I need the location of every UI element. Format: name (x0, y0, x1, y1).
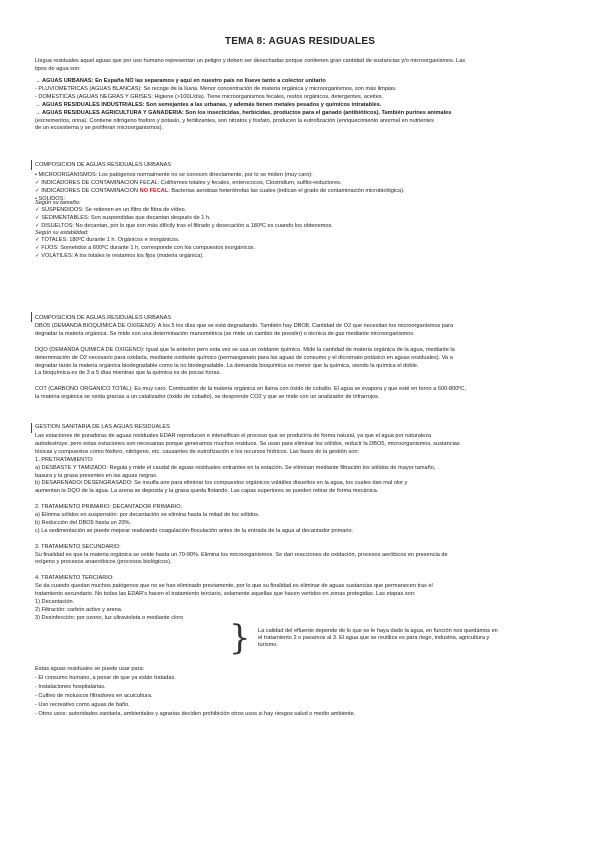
uses-item: - Uso recreativo como aguas de baño. (35, 702, 130, 708)
estabilidad-line: ✓ TOTALES: 180ºC durante 1 h. Orgánicos e inorgánicos. (35, 237, 180, 243)
indicator-label: ✓ INDICADORES DE CONTAMINACIÓN (35, 187, 140, 194)
micro-line: ✓ INDICADORES DE CONTAMINACIÓN FECAL: Coliformes totales y fecales, enterococos, Clostridium, sulfito-reductores. (35, 179, 342, 186)
types-line: → AGUAS URBANAS: En España NO las separamos y aquí en nuestro país no llueve tanto a colector unitario (35, 78, 326, 84)
composition-title-line: COMPOSICIÓN DE AGUAS RESIDUALES URBANAS (35, 162, 172, 168)
uses-item: - Otros usos: autoridades sanitaria, ambientales y agrarias deciden prohibición otros usos si hay riesgos salud o medio ambiente. (35, 711, 356, 717)
types-line: - DOMÉSTICAS (AGUAS NEGRAS Y GRISES: Higiene (>100L/día). Tiene microorganismos fecales, restos orgánicos, detergentes, aceites. (35, 93, 384, 100)
comp2-line: DQO (DEMANDA QUÍMICA DE OXÍGENO): Igual que la anterior pero esta vez se usa un oxidante químico. Mide la cantidad de materia orgánica de la agua, mediante la (35, 346, 455, 353)
side-note-line: La calidad del efluente depende de lo que se le haya dado la agua, en función nos quedamos en (258, 628, 498, 634)
uses-item: - El consumo humano, a pesar de que ya están tratadas. (35, 675, 176, 681)
comp2-line: determinación de O2 necesario para oxidarla, mediante oxidante químico (permanganato para las aguas de consumo y el dicromato potásico en aguas residuales). Va a (35, 354, 453, 361)
section-marker-bar (31, 423, 32, 433)
comp2-line: degradar tanto la materia orgánica biodegradable como la no biodegradable. La demanda bioquímica es menor que la química, siendo la química el doble. (35, 362, 419, 369)
micro-line: • MICROORGANISMOS: Los patógenos normalmente no se conocen directamente, por lo se miden (muy caro): (35, 172, 313, 178)
tamano-line: ✓ DISUELTOS: No decantan, por lo que son más difícily tras el filtrado y desecación a 180ºC es cuando los obtenemos. (35, 222, 333, 229)
types-line: (excrementos, orina). Contiene nitrógeno fosforo y potasio, y fertilizantes, son nitratos y fosfato, producen la eutrofización (enriquecimiento anormal en nutrientes (35, 117, 434, 124)
tamano-line: ✓ SUSPENDIDOS: Se retienen en un filtro de fibra de vídeo. (35, 207, 187, 213)
intro-line: tipos de agua son: (35, 65, 81, 72)
gestion-line: 4. TRATAMIENTO TERCIARIO: (35, 575, 114, 582)
tamano-line: ✓ SEDIMENTABLES: Son suspendidas que decantan después de 1 h. (35, 214, 211, 221)
uses-item: - Cultivo de moluscos filtradores en acuicultura. (35, 693, 153, 699)
gestion-line: 1. PRETRATAMIENTO: (35, 456, 94, 463)
no-fecal-highlight: NO FECAL (139, 187, 169, 194)
micro-line (35, 188, 567, 195)
gestion-line: 3. TRATAMIENTO SECUNDARIO: (35, 543, 121, 550)
estabilidad-line: ✓ VOLÁTILES: A los totales le restamos los fijos (materia orgánica). (35, 252, 204, 259)
comp2-line: degradar la materia orgánica. Se mide con una determinación manométrica (se mide un cambio de presión) o técnica de gas mediante microorganismos. (35, 330, 415, 337)
side-note-line: turismo. (258, 642, 278, 648)
estabilidad-label-line: Según su estabilidad: (35, 230, 89, 236)
comp2-line: La bioquímica es de 3 a 5 días mientras que la química es de pocas horas. (35, 370, 221, 377)
uses-item: - Instalaciones hospitalarias. (35, 684, 106, 690)
gestion-line: 2. TRATAMIENTO PRIMARIO: DECANTADOR PRIMARIO. (35, 504, 183, 511)
gestion-line: Se da cuando quedan muchos patógenos que no se han eliminado previamente, por lo que su finalidad es eliminar de aguas sustancias que permanecen tras el (35, 583, 433, 590)
comp2-line: DBO5 (DEMANDA BIOQUÍMICA DE OXÍGENO): A los 5 los días que se está degradando. También hay DBO8. Cantidad de O2 que necesitan los microorganismos para (35, 323, 454, 329)
gestion-line: aumentan la DQO de la agua. La arena se deposita y la grasa queda flotando. Las capas superiores se pueden retirar de forma mecánica. (35, 488, 379, 495)
gestion-line: basura y la grasa presentes en las aguas negras. (35, 472, 158, 479)
gestion-line: 1) Decantación. (35, 598, 75, 605)
estabilidad-line: ✓ FIJOS: Sometidos a 600ºC durante 1 h, corresponde con los compuestos inorgánicos. (35, 244, 256, 251)
gestion-line: Su finalidad es que la materia orgánica se oxide hasta un 70-90%. Elimina los microorganismos. Se dan reacciones de oxidación, procesos aeróbicos en presencia de (35, 551, 448, 558)
gestion-line: autodestruye, pero estas estaciones son necesarias porque generamos muchos residuos. Se usan para eliminar los sólidos, reducir la DBO5, microorganismos, sustancias (35, 440, 460, 447)
no-fecal-text: : Bacterias aerobias heterótrofas las cuales (indican el grado de contaminación microbiológica). (168, 187, 405, 194)
section-marker-bar (31, 160, 32, 170)
uses-title: Estas aguas residuales se puede usar para: (35, 666, 145, 672)
gestion-line: a) Elimina sólidos en suspensión: por decantación se elimina hasta la mitad de los sólidos. (35, 512, 260, 518)
gestion-line: oxígeno y procesos anaeróbicos (procesos biológicos). (35, 559, 172, 566)
gestion-line: a) DESBASTE Y TAMIZADO: Regula y mide el caudal de aguas residuales entrantes en la estación. Se eliminan mediante filtración los sólidos de mayor tamaño, (35, 464, 436, 471)
brace-symbol: } (229, 618, 251, 658)
gestion-line: b) Reducción del DBO5 hasta un 20%. (35, 519, 132, 526)
gestion-line: 2) Filtración: carbón activo y arena. (35, 606, 123, 613)
gestion-title-line: GESTIÓN SANITARIA DE LAS AGUAS RESIDUALES (35, 424, 170, 430)
comp2-title-line: COMPOSICIÓN DE AGUAS RESIDUALES URBANAS (35, 315, 172, 321)
side-note (258, 628, 558, 649)
intro-line: Llegua residuales aquel aguas que por uso humano representan un peligro y deben ser desechadas porque contienen gran cantidad de sustancias y/o microorganismos. Las (35, 58, 466, 64)
tamano-label-line: Según su tamaño: (35, 200, 81, 206)
comp2-line: la materia orgánica se oxida gracias a un catalizador (óxido de cobalto), se desprende CO2 y que se mide con un analizador de infrarrojos. (35, 394, 380, 401)
micro-line: • SÓLIDOS: (35, 195, 65, 202)
types-line: → AGUAS RESIDUALES AGRICULTURA Y GANADERÍA: Son los insecticidas, herbicidas, productos para el ganado (antibióticos). También purines animales (35, 109, 452, 116)
gestion-line: 3) Desinfección: por ozono, luz ultravioleta o mediante cloro (35, 614, 184, 621)
gestion-line: tóxicas y compuestos como fósforo, nitrógeno, etc. causantes de eutrofización e los recursos hídricos. Las fases de la gestión son: (35, 448, 359, 455)
section-marker-bar (31, 312, 32, 322)
comp2-line: COT (CARBONO ORGÁNICO TOTAL): Es muy caro. Combustión de la materia orgánica en llama con óxido de cobalto. El agua se evapora y que esté en torno a 600-800ºC, (35, 386, 466, 393)
types-line: - PLUVIOMÉTRICAS (AGUAS BLANCAS): Se recoge de la lluvia. Menor concentración de materia orgánica y microorganismos, son más limpias. (35, 85, 397, 92)
gestion-line: c) La sedimentación se puede mejorar realizando coagulación-floculación antes de la entrada de la agua al decantador primario. (35, 527, 354, 534)
side-note-line: el tratamiento 2 o pasamos al 3. El agua que se reutiliza es para riego, industria, agricultura y (258, 635, 490, 641)
gestion-line: tratamiento secundario. No todas las EDAR's hacen el tratamiento terciario, solamente aquellas que hacen vertidos en zonas protegidas. Las etapas son: (35, 591, 416, 597)
types-line: → AGUAS RESIDUALES INDUSTRIALES: Son semejantes a las urbanas, y además tienen metales pesados y químicos intratables. (35, 101, 382, 108)
page-title: TEMA 8: AGUAS RESIDUALES (224, 36, 376, 47)
gestion-line: Las estaciones de puradoras de aguas residuales EDAR reproducen e intensifican el proceso que se produciría de forma natural, ya que el agua por naturaleza (35, 433, 432, 439)
types-line: de un ecosistema y se proliferan microorganismos). (35, 125, 164, 132)
gestion-line: b) DESARENADO/ DESENGRASADO: Se insufla aire para eliminar los compuestos orgánicos volátiles disueltos en la agua, los cuales dan mal olor y (35, 480, 408, 487)
